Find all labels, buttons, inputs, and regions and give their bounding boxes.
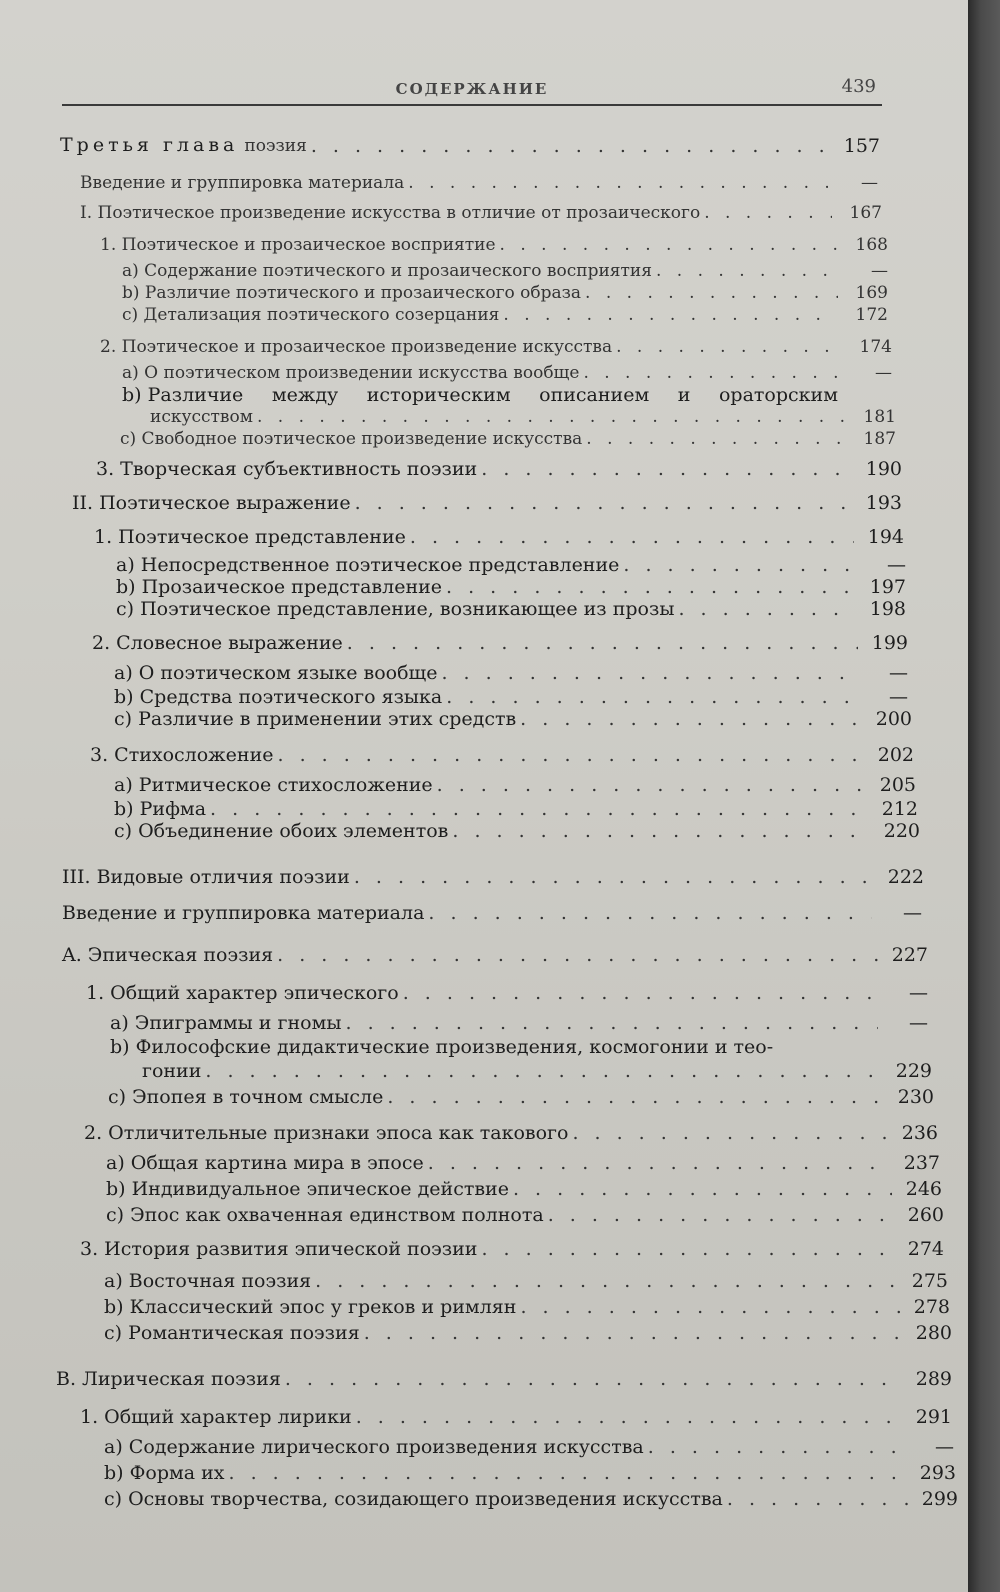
toc-entry (104, 1296, 950, 1318)
toc-entry-page: 291 (915, 1406, 952, 1428)
leader-dots (446, 576, 856, 598)
toc-entry-text: b) Рифма (114, 798, 207, 820)
toc-entry-page: 174 (859, 337, 892, 357)
toc-entry-text: 1. Поэтическое и прозаическое восприятие (100, 235, 496, 255)
toc-entry-page: 289 (915, 1368, 952, 1390)
toc-entry (114, 662, 908, 684)
toc-entry (114, 686, 908, 708)
toc-entry-page: — (871, 261, 888, 281)
toc-entry-page: — (889, 686, 908, 708)
leader-dots (347, 632, 858, 654)
toc-entry-text: 3. История развития эпической поэзии (80, 1238, 478, 1260)
toc-entry-page: — (875, 363, 892, 383)
toc-entry (96, 458, 902, 480)
leader-dots (210, 798, 868, 820)
leader-dots (403, 982, 878, 1004)
toc-entry-page: 167 (849, 203, 882, 223)
toc-entry-text: 3. Стихосложение (90, 744, 274, 766)
toc-entry (106, 1152, 940, 1174)
toc-entry (80, 202, 882, 224)
toc-entry-page: 202 (877, 744, 914, 766)
toc-entry-page: 199 (871, 632, 908, 654)
leader-dots (277, 944, 878, 966)
toc-entry (80, 1238, 944, 1260)
toc-entry-text: a) О поэтическом языке вообще (114, 662, 438, 684)
toc-entry-text: Введение и группировка материала (62, 902, 425, 924)
toc-entry (110, 1012, 928, 1034)
leader-dots (648, 1436, 904, 1458)
leader-dots (656, 260, 838, 282)
toc-entry-text: a) Непосредственное поэтическое представление (116, 554, 620, 576)
toc-entry-text: a) Ритмическое стихосложение (114, 774, 433, 796)
toc-entry (122, 282, 888, 304)
toc-entry (116, 598, 906, 620)
toc-entry (92, 632, 908, 654)
toc-entry-text: 2. Словесное выражение (92, 632, 343, 654)
toc-entry-page: 230 (897, 1086, 934, 1108)
toc-entry (114, 820, 920, 842)
toc-entry-text: B. Лирическая поэзия (56, 1368, 281, 1390)
leader-dots (205, 1060, 882, 1082)
toc-entry-page: 246 (905, 1178, 942, 1200)
toc-entry-text: b) Индивидуальное эпическое действие (106, 1178, 509, 1200)
toc-entry (150, 406, 896, 428)
leader-dots (354, 866, 874, 888)
toc-entry (120, 428, 896, 450)
leader-dots (408, 172, 828, 194)
toc-entry-text: a) Общая картина мира в эпосе (106, 1152, 424, 1174)
leader-dots (410, 526, 854, 548)
leader-dots (452, 820, 870, 842)
leader-dots (500, 234, 838, 256)
toc-entry (60, 134, 880, 157)
toc-entry (94, 526, 904, 548)
leader-dots (355, 492, 852, 514)
running-header-page-number: 439 (841, 76, 876, 97)
toc-entry-text: c) Эпопея в точном смысле (108, 1086, 384, 1108)
toc-entry-page: 220 (883, 820, 920, 842)
toc-entry (142, 1060, 932, 1082)
toc-entry-word: ораторским (718, 384, 838, 406)
toc-entry-text: c) Различие в применении этих средств (114, 708, 517, 730)
toc-entry-text: c) Объединение обоих элементов (114, 820, 449, 842)
toc-entry (62, 866, 924, 888)
toc-entry-page: — (935, 1436, 954, 1458)
toc-entry-word: между (271, 384, 339, 406)
toc-entry-page: 275 (911, 1270, 948, 1292)
toc-entry-page: 236 (901, 1122, 938, 1144)
toc-entry (122, 304, 888, 326)
leader-dots (277, 744, 864, 766)
toc-entry (122, 260, 888, 282)
leader-dots (441, 662, 858, 684)
toc-entry-text: b) Средства поэтического языка (114, 686, 443, 708)
toc-entry-page: 198 (869, 598, 906, 620)
toc-entry-page: 200 (875, 708, 912, 730)
toc-entry-text: 1. Общий характер лирики (80, 1406, 352, 1428)
toc-entry (62, 902, 922, 924)
toc-entry-text: a) Восточная поэзия (104, 1270, 312, 1292)
toc-entry-text: b) Прозаическое представление (116, 576, 443, 598)
leader-dots (572, 1122, 888, 1144)
leader-dots (428, 1152, 890, 1174)
running-header-title: СОДЕРЖАНИЕ (395, 80, 549, 98)
toc-entry (104, 1436, 954, 1458)
leader-dots (586, 428, 846, 450)
toc-entry (116, 554, 906, 576)
toc-entry-page: 222 (887, 866, 924, 888)
toc-entry-page: 197 (869, 576, 906, 598)
toc-entry-text: c) Детализация поэтического созерцания (122, 305, 500, 325)
toc-entry-page: — (889, 662, 908, 684)
toc-entry-text: Третья глава (60, 134, 239, 156)
toc-entry (104, 1270, 948, 1292)
toc-entry (106, 1178, 942, 1200)
toc-entry-text: a) Содержание лирического произведения искусства (104, 1436, 644, 1458)
toc-entry-text: III. Видовые отличия поэзии (62, 866, 350, 888)
toc-entry (100, 336, 892, 358)
toc-entry (62, 944, 928, 966)
toc-entry-word: историческим (366, 384, 511, 406)
toc-entry (108, 1086, 934, 1108)
toc-entry-page: 194 (867, 526, 904, 548)
toc-entry (100, 234, 888, 256)
leader-dots (311, 135, 830, 157)
toc-entry-text: Введение и группировка материала (80, 173, 405, 193)
toc-entry-text: I. Поэтическое произведение искусства в отличие от прозаического (80, 203, 701, 223)
toc-entry-page: 293 (919, 1462, 956, 1484)
leader-dots (704, 202, 832, 224)
toc-entry-text: c) Поэтическое представление, возникающее из прозы (116, 598, 675, 620)
toc-entry-text: 2. Отличительные признаки эпоса как такового (84, 1122, 569, 1144)
toc-entry (80, 172, 878, 194)
leader-dots (548, 1204, 894, 1226)
toc-entry-text: 1. Поэтическое представление (94, 526, 406, 548)
leader-dots (503, 304, 838, 326)
toc-entry-page: 190 (865, 458, 902, 480)
toc-entry-text: a) О поэтическом произведении искусства вообще (122, 363, 580, 383)
toc-entry-word: b) Различие (122, 384, 244, 406)
toc-entry-page: — (861, 173, 878, 193)
toc-entry (106, 1204, 944, 1226)
leader-dots (315, 1270, 898, 1292)
toc-entry-page: 237 (903, 1152, 940, 1174)
toc-entry-text: b) Форма их (104, 1462, 225, 1484)
toc-entry-page: 212 (881, 798, 918, 820)
toc-entry-page: 229 (895, 1060, 932, 1082)
leader-dots (345, 1012, 878, 1034)
leader-dots (446, 686, 858, 708)
toc-entry-page: 227 (891, 944, 928, 966)
toc-entry (72, 492, 902, 514)
toc-entry-page: 187 (863, 429, 896, 449)
toc-entry-page: — (887, 554, 906, 576)
leader-dots (285, 1368, 902, 1390)
toc-entry-text: c) Романтическая поэзия (104, 1322, 360, 1344)
book-binding-edge (968, 0, 1000, 1592)
toc-entry (114, 708, 912, 730)
leader-dots (229, 1462, 906, 1484)
leader-dots (678, 598, 856, 620)
toc-entry-page: 274 (907, 1238, 944, 1260)
toc-entry-text: 2. Поэтическое и прозаическое произведение искусства (100, 337, 613, 357)
toc-entry (114, 774, 916, 796)
toc-entry-word: и (677, 384, 691, 406)
toc-entry-page: — (909, 1012, 928, 1034)
leader-dots (257, 406, 846, 428)
leader-dots (364, 1322, 902, 1344)
leader-dots (481, 458, 852, 480)
toc-entry-text: 3. Творческая субъективность поэзии (96, 458, 478, 480)
toc-entry-text: b) Различие поэтического и прозаического образа (122, 283, 582, 303)
toc-entry-page: 260 (907, 1204, 944, 1226)
toc-entry-page: 172 (855, 305, 888, 325)
toc-entry-text: A. Эпическая поэзия (62, 944, 274, 966)
leader-dots (520, 1296, 900, 1318)
leader-dots (428, 902, 872, 924)
toc-entry-page: 280 (915, 1322, 952, 1344)
leader-dots (513, 1178, 892, 1200)
toc-entry-text: c) Свободное поэтическое произведение искусства (120, 429, 583, 449)
toc-entry-word: описанием (539, 384, 650, 406)
toc-entry-text: 1. Общий характер эпического (86, 982, 399, 1004)
leader-dots (616, 336, 842, 358)
toc-entry-page: — (903, 902, 922, 924)
leader-dots (727, 1488, 908, 1510)
toc-entry (86, 982, 928, 1004)
toc-entry-line1 (122, 384, 838, 406)
toc-entry-text: c) Основы творчества, созидающего произведения искусства (104, 1488, 723, 1510)
toc-entry-text: c) Эпос как охваченная единством полнота (106, 1204, 544, 1226)
toc-entry (84, 1122, 938, 1144)
leader-dots (387, 1086, 884, 1108)
toc-entry-text: искусством (150, 407, 253, 427)
leader-dots (481, 1238, 894, 1260)
toc-entry (104, 1322, 952, 1344)
toc-entry (114, 798, 918, 820)
toc-entry-page: 278 (913, 1296, 950, 1318)
toc-entry (116, 576, 906, 598)
toc-entry (90, 744, 914, 766)
toc-entry-page: 157 (843, 135, 880, 157)
leader-dots (520, 708, 862, 730)
leader-dots (583, 362, 842, 384)
toc-entry (56, 1368, 952, 1390)
toc-entry-page: — (909, 982, 928, 1004)
toc-entry-page: 181 (863, 407, 896, 427)
toc-entry-line1: b) Философские дидактические произведения, космогонии и тео- (110, 1036, 774, 1058)
toc-entry-text: b) Классический эпос у греков и римлян (104, 1296, 517, 1318)
leader-dots (437, 774, 866, 796)
leader-dots (585, 282, 838, 304)
toc-entry-text: гонии (142, 1060, 202, 1082)
leader-dots (623, 554, 856, 576)
toc-entry (104, 1462, 956, 1484)
toc-entry-page: 168 (855, 235, 888, 255)
toc-entry (122, 362, 892, 384)
toc-entry-text: a) Содержание поэтического и прозаического восприятия (122, 261, 652, 281)
toc-entry (80, 1406, 952, 1428)
toc-entry (104, 1488, 958, 1510)
toc-entry-page: 205 (879, 774, 916, 796)
toc-entry-page: 193 (865, 492, 902, 514)
toc-entry-text: II. Поэтическое выражение (72, 492, 351, 514)
toc-entry-text: a) Эпиграммы и гномы (110, 1012, 342, 1034)
toc-entry-page: 299 (921, 1488, 958, 1510)
toc-entry-page: 169 (855, 283, 888, 303)
leader-dots (356, 1406, 902, 1428)
toc-entry-text: поэзия (244, 136, 307, 156)
